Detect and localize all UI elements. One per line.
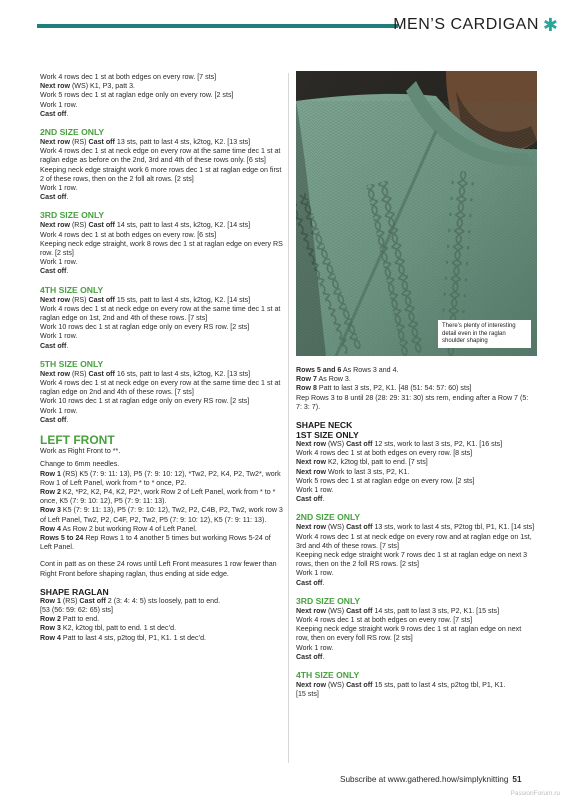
row-1: [40, 470, 283, 488]
size2-block: [40, 138, 283, 202]
paragraph: Change to 6mm needles.: [40, 460, 120, 469]
left-front-heading: LEFT FRONT: [40, 433, 115, 448]
instruction-line: Row 8 Patt to last 3 sts, P2, K1. [48 (51: 54: 57: 60) sts]: [296, 384, 472, 393]
instruction-line: Work 4 rows dec 1 st at both edges on every row. [6 sts]: [40, 230, 217, 239]
instruction-line: Row 3 K5 (7: 9: 11: 13), P5 (7: 9: 10: 12), Tw2, P2, C4B, P2, Tw2, work row 3 of Left Panel, Tw2, P2, C4F, P2, Tw2, P5 (7: 9: 10: 12), K5 (7: 9: 11: 13).: [40, 506, 283, 524]
paragraph: Cont in patt as on these 24 rows until Left Front measures 1 row fewer than Right Front before shaping raglan, thus ending at side edge.: [40, 560, 277, 578]
row-label: Cast off: [40, 109, 67, 118]
instruction-line: Next row (RS) Cast off 16 sts, patt to last 4 sts, k2tog, K2. [13 sts]: [40, 369, 251, 378]
size-heading: 2ND SIZE ONLY: [296, 512, 361, 523]
instruction-line: Cast off.: [296, 578, 325, 587]
size5-block: [40, 370, 283, 425]
instruction-line: Next row Work to last 3 sts, P2, K1.: [296, 467, 410, 476]
row-label: Next row: [40, 221, 70, 230]
row-label: Rows 5 and 6: [296, 366, 342, 374]
knit-sweater-image: [296, 71, 537, 356]
instruction-line: Row 3 K2, k2tog tbl, patt to end. 1 st dec’d.: [40, 624, 177, 633]
instruction-line: Next row K2, k2tog tbl, patt to end. [7 sts]: [296, 458, 428, 467]
instruction-line: Next row (RS) Cast off 14 sts, patt to last 4 sts, k2tog, K2. [14 sts]: [40, 221, 251, 230]
instruction-line: Row 2 Patt to end.: [40, 615, 100, 624]
instruction-line: Work 4 rows dec 1 st at both edges on every row. [8 sts]: [296, 449, 473, 458]
instruction-line: Row 1 (RS) Cast off 2 (3: 4: 4: 5) sts loosely, patt to end.: [40, 596, 221, 605]
watermark: PassionForum.ru: [510, 790, 560, 797]
instruction-line: Cast off.: [40, 267, 69, 276]
row-label: Cast off: [296, 495, 323, 504]
instruction-line: Rows 5 and 6 As Rows 3 and 4.: [296, 366, 399, 374]
row-label: Next row: [40, 295, 70, 304]
instruction-line: Next row (WS) Cast off 14 sts, patt to last 3 sts, P2, K1. [15 sts]: [296, 606, 500, 615]
row-label: Row 7: [296, 375, 317, 384]
instruction-line: Next row (WS) Cast off 12 sts, work to last 3 sts, P2, K1. [16 sts]: [296, 440, 503, 449]
row-3: [40, 506, 283, 524]
cast-off-label: Cast off: [346, 523, 373, 532]
instruction-line: Work 10 rows dec 1 st at raglan edge only on every RS row. [2 sts]: [40, 323, 250, 332]
instruction-line: Row 1 (RS) K5 (7: 9: 11: 13), P5 (7: 9: 10: 12), *Tw2, P2, K4, P2, Tw2*, work Row 1 of Left Panel, work from * to * once, P2.: [40, 469, 281, 487]
instruction-line: Cast off.: [296, 652, 325, 661]
instruction-line: Work 1 row.: [296, 643, 334, 652]
row-label: Cast off: [40, 193, 67, 202]
instruction-line: Cast off.: [40, 341, 69, 350]
size-heading: 4TH SIZE ONLY: [296, 670, 360, 681]
row-label: Next row: [296, 458, 326, 467]
instruction-line: Work 4 rows dec 1 st at neck edge on every row at the same time dec 1 st at raglan edge as before on the 2nd, 3rd and 4th of these rows only. [6 sts]: [40, 147, 281, 165]
row-label: Row 2: [40, 487, 61, 496]
neck-size2-block: [296, 523, 536, 587]
header-rule: [37, 24, 398, 28]
size-heading: 3RD SIZE ONLY: [40, 210, 105, 221]
instruction-line: Rep Rows 3 to 8 until 28 (28: 29: 31: 30) sts rem, ending after a Row 7 (5: 7: 3: 7).: [296, 393, 529, 411]
size-heading: 5TH SIZE ONLY: [40, 358, 104, 369]
row-label: Row 3: [40, 624, 61, 633]
page-header: [393, 13, 558, 37]
cast-off-label: Cast off: [79, 596, 106, 605]
size-heading: 1ST SIZE ONLY: [296, 430, 359, 441]
cast-off-label: Cast off: [88, 369, 115, 378]
instruction-line: Next row (WS) Cast off 13 sts, work to last 4 sts, P2tog tbl, P1, K1. [14 sts]: [296, 523, 535, 532]
instruction-line: Cast off.: [40, 415, 69, 424]
size-heading: 4TH SIZE ONLY: [40, 284, 104, 295]
instruction-line: Work 4 rows dec 1 st at both edges on every row. [7 sts]: [296, 616, 473, 625]
row-2: [40, 488, 283, 506]
row-label: Row 8: [296, 384, 317, 393]
instruction-line: [53 (56: 59: 62: 65) sts]: [40, 605, 113, 614]
asterisk-icon: ✱: [542, 15, 558, 35]
row-label: Cast off: [40, 415, 67, 424]
column-divider: [288, 73, 289, 763]
row-label: Row 1: [40, 596, 61, 605]
instruction-line: Work 1 row.: [40, 332, 78, 341]
row-label: Next row: [40, 138, 70, 147]
instruction-line: Work 1 row.: [296, 486, 334, 495]
cast-off-label: Cast off: [88, 221, 115, 230]
instruction-line: Keeping neck edge straight, work 8 rows dec 1 st at raglan edge on every RS row. [2 sts]: [40, 239, 283, 258]
row-label: Cast off: [40, 267, 67, 276]
intro-block: [40, 73, 283, 119]
row-label: Row 1: [40, 469, 61, 478]
instruction-line: Work 4 rows dec 1 st at both edges on every row. [7 sts]: [40, 73, 217, 81]
instruction-line: Next row (WS) K1, P3, patt 3.: [40, 82, 136, 91]
photo-caption: There’s plenty of interesting detail even in the raglan shoulder shaping: [438, 320, 531, 348]
right-column: [296, 366, 536, 699]
size3-block: [40, 221, 283, 276]
row-4: [40, 525, 283, 534]
row-label: Next row: [296, 440, 326, 449]
rows-5-24: [40, 534, 283, 552]
instruction-line: Work 10 rows dec 1 st at raglan edge only on every RS row. [2 sts]: [40, 397, 250, 406]
row-label: Cast off: [40, 341, 67, 350]
row-label: Row 2: [40, 615, 61, 624]
instruction-line: Work 1 row.: [40, 184, 78, 193]
page-number: 51: [512, 775, 522, 784]
shape-neck-heading: SHAPE NECK: [296, 420, 353, 431]
instruction-line: Keeping neck edge straight work 7 rows dec 1 st at raglan edge on next 3 rows, then on the 2 foll RS rows. [2 sts]: [296, 551, 528, 569]
instruction-line: Keeping neck edge straight work 9 rows dec 1 st at raglan edge on next row, then on every foll RS row. [2 sts]: [296, 625, 522, 643]
shape-raglan-heading: SHAPE RAGLAN: [40, 586, 109, 597]
rows-block: [296, 366, 536, 412]
instruction-line: [15 sts]: [296, 690, 319, 699]
instruction-line: Keeping neck edge straight work 6 more rows dec 1 st at raglan edge on first 2 of these rows, then on the 2 foll alt rows. [2 sts]: [40, 165, 282, 183]
row-label: Rows 5 to 24: [40, 533, 84, 542]
size-heading: 2ND SIZE ONLY: [40, 127, 105, 138]
instruction-line: Work 1 row.: [296, 569, 334, 578]
instruction-line: Work 1 row.: [40, 406, 78, 415]
neck-size4-block: [296, 681, 536, 699]
page-footer: [340, 775, 522, 784]
instruction-line: Cast off.: [40, 193, 69, 202]
row-label: Next row: [296, 467, 326, 476]
row-label: Next row: [296, 681, 326, 690]
size4-block: [40, 296, 283, 351]
instruction-line: Rows 5 to 24 Rep Rows 1 to 4 another 5 times but working Rows 5-24 of Left Panel.: [40, 533, 271, 552]
neck-size1-block: [296, 440, 536, 504]
cast-off-label: Cast off: [88, 138, 115, 147]
instruction-line: Cast off.: [40, 109, 69, 118]
instruction-line: Row 4 As Row 2 but working Row 4 of Left Panel.: [40, 524, 197, 533]
row-label: Next row: [40, 82, 70, 91]
section-title: MEN’S CARDIGAN: [393, 16, 539, 33]
instruction-line: Next row (RS) Cast off 15 sts, patt to last 4 sts, k2tog, K2. [14 sts]: [40, 295, 251, 304]
row-label: Cast off: [296, 578, 323, 587]
left-column: [40, 73, 283, 643]
row-label: Next row: [296, 523, 326, 532]
row-label: Next row: [40, 369, 70, 378]
instruction-line: Work 4 rows dec 1 st at neck edge on every row and at raglan edge on 1st, 3rd and 4th of these rows. [7 sts]: [296, 532, 532, 550]
row-label: Row 3: [40, 506, 61, 515]
instruction-line: Work 1 row.: [40, 100, 78, 109]
size-heading: 3RD SIZE ONLY: [296, 595, 361, 606]
sweater-photo: [296, 71, 537, 356]
cast-off-label: Cast off: [88, 295, 115, 304]
neck-size3-block: [296, 607, 536, 662]
raglan-block: [40, 597, 283, 643]
instruction-line: Cast off.: [296, 495, 325, 504]
cast-off-label: Cast off: [346, 606, 373, 615]
cast-off-label: Cast off: [346, 440, 373, 449]
instruction-line: Row 4 Patt to last 4 sts, p2tog tbl, P1, K1. 1 st dec’d.: [40, 633, 206, 642]
instruction-line: Row 7 As Row 3.: [296, 375, 351, 384]
instruction-line: Work 5 rows dec 1 st at raglan edge only on every row. [2 sts]: [40, 91, 234, 100]
subscribe-link[interactable]: Subscribe at www.gathered.how/simplyknitting: [340, 775, 509, 784]
instruction-line: Work 1 row.: [40, 258, 78, 267]
row-label: Row 4: [40, 633, 61, 642]
instruction-line: Row 2 K2, *P2, K2, P4, K2, P2*, work Row 2 of Left Panel, work from * to * once, K5 (7: 9: 10: 12), P5 (7: 9: 11: 13).: [40, 487, 276, 506]
cast-off-label: Cast off: [346, 681, 373, 690]
paragraph: Work as Right Front to **.: [40, 447, 121, 456]
instruction-line: Next row (RS) Cast off 13 sts, patt to last 4 sts, k2tog, K2. [13 sts]: [40, 138, 251, 147]
instruction-line: Work 4 rows dec 1 st at neck edge on every row at the same time dec 1 st at raglan edge on 2nd and 4th of these rows. [7 sts]: [40, 379, 281, 397]
row-label: Cast off: [296, 652, 323, 661]
instruction-line: Next row (WS) Cast off 15 sts, patt to last 4 sts, p2tog tbl, P1, K1.: [296, 681, 506, 690]
instruction-line: Work 5 rows dec 1 st at raglan edge on every row. [2 sts]: [296, 476, 475, 485]
row-label: Next row: [296, 606, 326, 615]
row-label: Row 4: [40, 524, 61, 533]
instruction-line: Work 4 rows dec 1 st at neck edge on every row at the same time dec 1 st at raglan edge on 1st, 2nd and 4th of these rows. [7 sts]: [40, 304, 281, 323]
